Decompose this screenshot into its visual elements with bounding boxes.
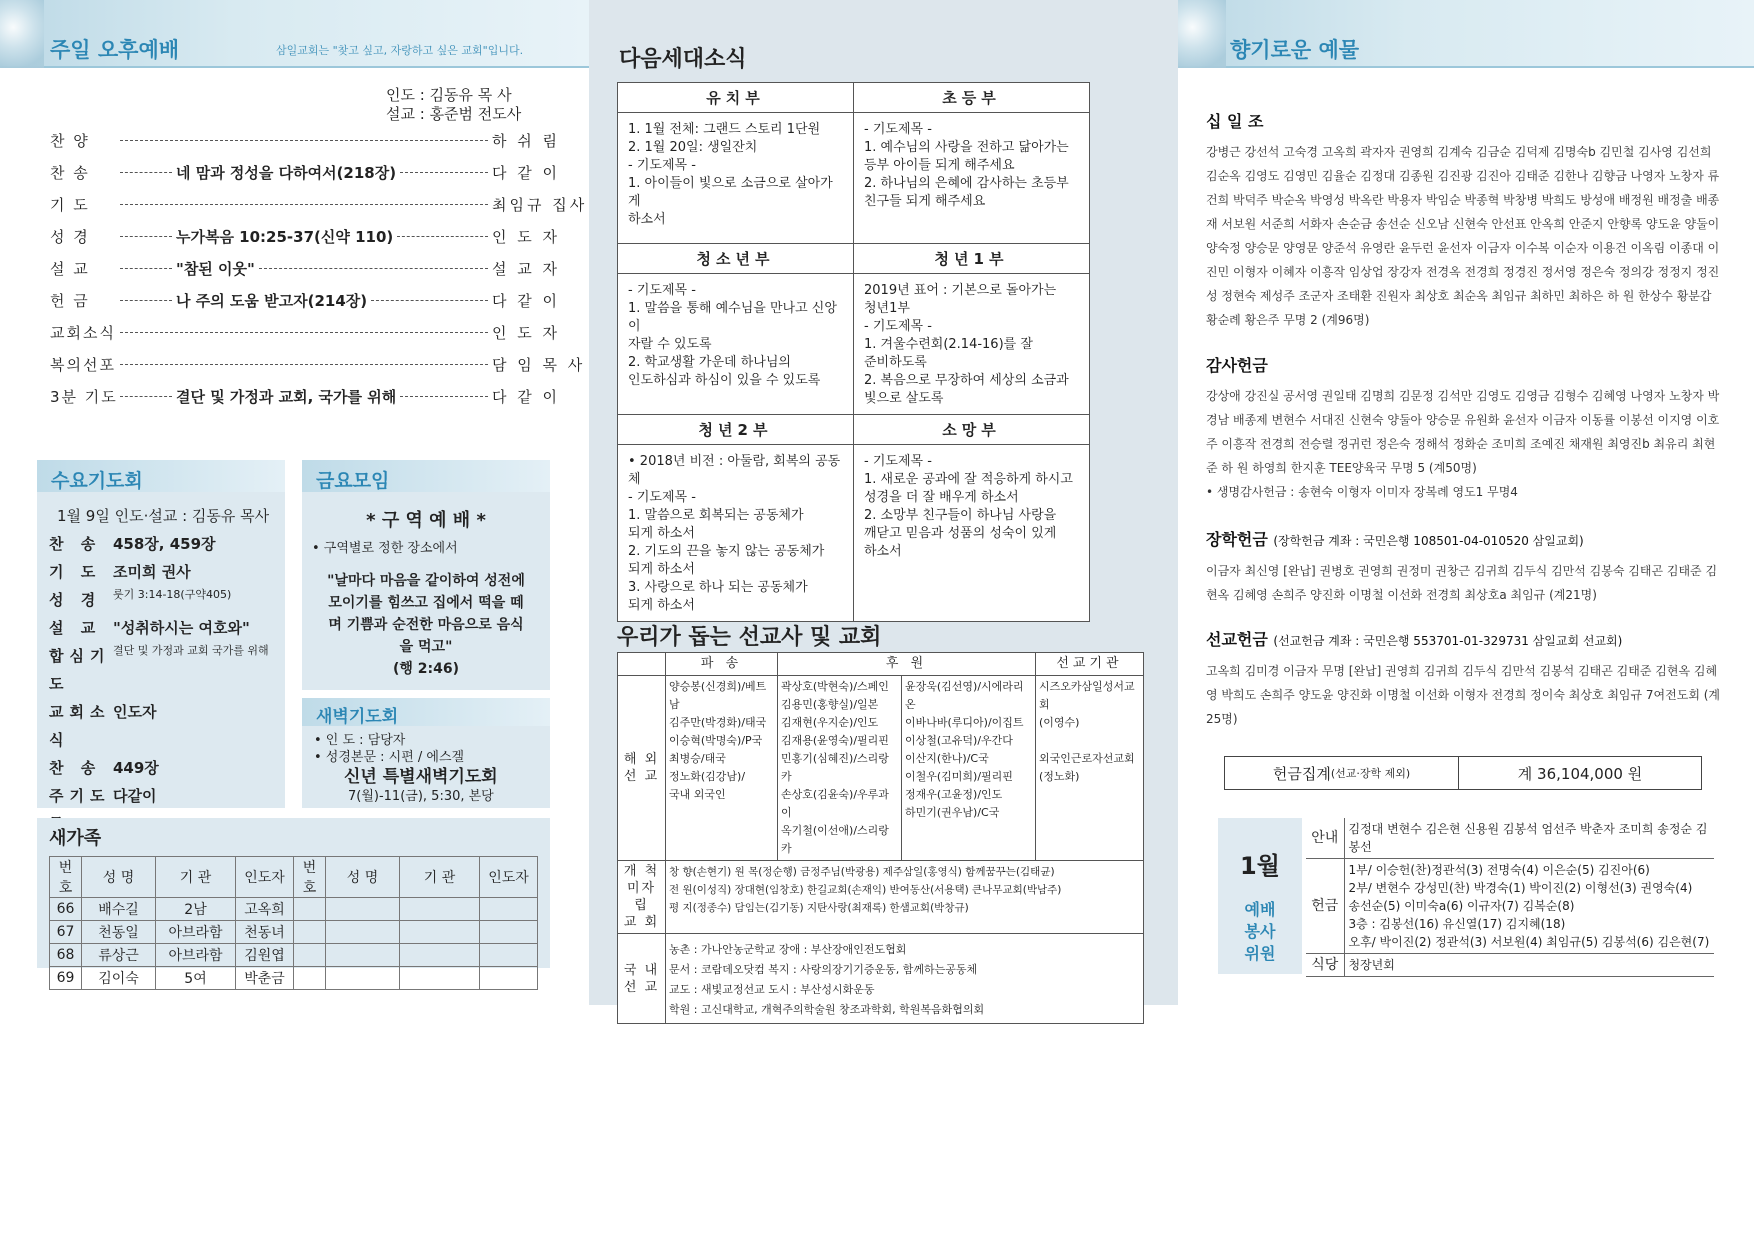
fri-sub: * 구 역 예 배 *	[366, 510, 486, 531]
mission-account: (선교헌금 계좌 : 국민은행 553701-01-329731 삼일교회 선교회)	[1273, 634, 1623, 648]
col-header: 기 관	[400, 857, 480, 898]
decorative-image	[1178, 0, 1226, 68]
dept-name: 청년2부	[618, 415, 854, 445]
wed-value: "성취하시는 여호와"	[113, 619, 250, 637]
panel-next-generation	[589, 0, 1178, 1016]
table-row	[50, 944, 538, 967]
table-cell	[326, 967, 400, 990]
order-row	[50, 252, 561, 284]
col-send: 파 송	[666, 653, 778, 676]
domestic-label: 국 내 선 교	[618, 934, 666, 1024]
wed-value: 조미희 권사	[113, 563, 191, 581]
dash-line	[120, 300, 172, 301]
order-person: 담 임 목 사	[492, 355, 586, 374]
order-row	[50, 316, 561, 348]
col-header: 성 명	[82, 857, 156, 898]
volunteer-names: 청장년회	[1344, 954, 1714, 977]
overseas-send: 양승봉(신경희)/베트남 김주만(박경화)/태국 이승혁(박명숙)/P국 최병승/태국 정노화(김강남)/ 국내 외국인	[666, 676, 778, 861]
order-content: 누가복음 10:25-37(신약 110)	[176, 227, 394, 246]
new-family-table	[49, 856, 538, 990]
thanks-note: • 생명감사헌금 : 송현숙 이형자 이미자 장복례 영도1 무명4	[1206, 485, 1518, 499]
table-cell: 천동일	[82, 921, 156, 944]
header-band	[0, 0, 589, 68]
wed-row	[49, 642, 285, 698]
order-row	[50, 348, 586, 380]
dept-header-row	[618, 244, 1090, 274]
order-leader-line	[116, 204, 492, 205]
pioneer-churches: 창 향(손현기) 원 목(정순행) 금정주님(박광용) 제주삼일(홍영식) 함께꿈꾸는(김태균) 전 원(이성직) 장대현(임창호) 한길교회(손재익) 반여동산(서용택) 큰나무교회(박남주) 평 지(정종수) 담임는(김기동) 지탄사랑(최재록) 한샘교회(박창규)	[666, 861, 1144, 934]
section-title: 향기로운 예물	[1230, 38, 1360, 62]
dept-header-row	[618, 83, 1090, 113]
departments-table	[617, 82, 1090, 622]
dash-line	[400, 396, 488, 397]
order-content: 나 주의 도움 받고자(214장)	[176, 291, 368, 310]
table-cell	[400, 944, 480, 967]
table-cell	[480, 967, 538, 990]
wed-value: 룻기 3:14-18(구약405)	[113, 588, 232, 601]
dept-name: 청년1부	[854, 244, 1090, 274]
table-cell: 66	[50, 898, 82, 921]
wed-value: 449장	[113, 759, 159, 777]
table-cell	[294, 967, 326, 990]
dash-line	[120, 332, 488, 333]
mission-names: 고옥희 김미경 이금자 무명 [완납] 권영희 김귀희 김두식 김만석 김봉석 김태곤 김태준 김현옥 김혜영 박희도 손희주 양도윤 양진화 이명철 이선화 이형자 전경희 정이숙 최상호 최임규 7여전도회 (계25명)	[1206, 664, 1720, 726]
wed-value: 458장, 459장	[113, 535, 216, 553]
scholarship-section	[1206, 528, 1726, 607]
order-leader-line	[116, 162, 492, 183]
volunteer-row	[1306, 954, 1714, 977]
scholar-account: (장학헌금 계좌 : 국민은행 108501-04-010520 삼일교회)	[1273, 534, 1584, 548]
wed-item: 설 교	[49, 619, 102, 637]
overseas-org: 시즈오카삼일성서교회 (이영수) 외국인근로자선교회 (정노화)	[1036, 676, 1144, 861]
table-cell	[480, 921, 538, 944]
tithe-title: 십 일 조	[1206, 112, 1264, 131]
col-header: 번호	[50, 857, 82, 898]
table-cell: 68	[50, 944, 82, 967]
table-cell	[400, 921, 480, 944]
preacher-line: 설교 : 홍준범 전도사	[386, 105, 522, 123]
table-cell: 박춘금	[236, 967, 294, 990]
order-content: "참된 이웃"	[176, 259, 255, 278]
dash-line	[120, 268, 172, 269]
table-cell	[294, 921, 326, 944]
volunteer-names: 김정대 변현수 김은현 신용원 김봉석 엄선주 박춘자 조미희 송정순 김봉선	[1344, 818, 1714, 859]
table-cell: 67	[50, 921, 82, 944]
order-person: 다 같 이	[492, 291, 561, 310]
order-person: 설 교 자	[492, 259, 561, 278]
offering-total-box	[1224, 756, 1702, 790]
table-cell: 천동녀	[236, 921, 294, 944]
mission-title: 우리가 돕는 선교사 및 교회	[617, 625, 882, 650]
thanks-title: 감사헌금	[1206, 356, 1268, 375]
table-cell: 2남	[156, 898, 236, 921]
table-cell: 아브라함	[156, 944, 236, 967]
order-item: 찬 송	[50, 163, 90, 182]
order-leader-line	[116, 386, 492, 407]
dept-news: - 기도제목 - 1. 새로운 공과에 잘 적응하게 하시고 성경을 더 잘 배우게 하소서 2. 소망부 친구들이 하나님 사랑을 깨닫고 믿음과 성품의 성숙이 있게 하소서	[854, 445, 1090, 622]
table-cell	[480, 898, 538, 921]
fri-ref: (행 2:46)	[392, 661, 460, 677]
volunteer-role: 헌금	[1306, 859, 1344, 954]
order-person: 다 같 이	[492, 163, 561, 182]
dept-name: 초등부	[854, 83, 1090, 113]
dash-line	[120, 204, 488, 205]
dawn-leader: • 인 도 : 담당자	[314, 733, 406, 748]
table-cell: 류상근	[82, 944, 156, 967]
order-row	[50, 124, 561, 156]
friday-meeting-box	[302, 460, 550, 690]
dept-name: 유치부	[618, 83, 854, 113]
dash-line	[120, 396, 172, 397]
table-cell: 고옥희	[236, 898, 294, 921]
box-title: 새가족	[49, 828, 102, 849]
cash-note: (선교·장학 제외)	[1330, 767, 1411, 780]
domestic-missions: 농촌 : 가나안농군학교 장애 : 부산장애인전도협회 문서 : 코람데오닷컴 복지 : 사랑의장기기증운동, 함께하는공동체 교도 : 새빛교정선교 도시 : 부산성시화운동 학원 : 고신대학교, 개혁주의학술원 창조과학회, 학원복음화협의회	[666, 934, 1144, 1024]
scholar-names: 이금자 최신영 [완납] 권병호 권영희 권정미 권창근 김귀희 김두식 김만석 김봉숙 김태곤 김태준 김현옥 김혜영 손희주 양진화 이명철 이선화 전경희 최상호a 최임규 (계21명)	[1206, 564, 1718, 602]
missions-table	[617, 652, 1144, 1024]
scholar-title: 장학헌금	[1206, 530, 1268, 549]
volunteers-label	[1218, 818, 1302, 974]
col-header: 기 관	[156, 857, 236, 898]
overseas-support-1: 곽상호(박현숙)/스페인 김용민(홍향실)/일본 김재현(우지순)/인도 김재용(윤영숙)/필리핀 민홍기(심혜진)/스리랑카 손상호(김윤숙)/우루과이 옥기철(이선애)/스리랑카	[778, 676, 902, 861]
wed-item: 합심기도	[49, 647, 111, 693]
dept-news: 2019년 표어 : 기본으로 돌아가는 청년1부 - 기도제목 - 1. 겨울수련회(2.14-16)를 잘 준비하도록 2. 복음으로 무장하여 세상의 소금과 빛으로 살도록	[854, 274, 1090, 415]
dash-line	[120, 364, 488, 365]
dept-name: 청소년부	[618, 244, 854, 274]
section-title: 다음세대소식	[619, 47, 747, 72]
order-person: 인 도 자	[492, 323, 561, 342]
order-leader-line	[116, 140, 492, 141]
dawn-special: 신년 특별새벽기도회	[344, 767, 498, 787]
table-cell: 김원엽	[236, 944, 294, 967]
table-cell: 아브라함	[156, 921, 236, 944]
worship-order	[50, 124, 588, 412]
wednesday-prayer-box	[37, 460, 285, 808]
col-header: 인도자	[236, 857, 294, 898]
dawn-schedule: 7(월)-11(금), 5:30, 본당	[348, 789, 494, 804]
order-person: 인 도 자	[492, 227, 561, 246]
dept-body-row	[618, 113, 1090, 244]
table-cell	[326, 921, 400, 944]
dash-line	[120, 140, 488, 141]
volunteer-row	[1306, 859, 1714, 954]
box-title: 금요모임	[302, 460, 550, 492]
fri-verse: "날마다 마음을 같이하여 성전에 모이기를 힘쓰고 집에서 떡을 떼며 기쁨과 순전한 마음으로 음식을 먹고"	[327, 573, 525, 655]
table-row	[50, 967, 538, 990]
wed-row	[49, 614, 285, 642]
order-item: 복의선포	[50, 355, 116, 374]
dawn-prayer-box	[302, 698, 550, 808]
mission-offering-title: 선교헌금	[1206, 630, 1268, 649]
decorative-image	[0, 0, 44, 68]
wed-item: 주기도	[49, 787, 111, 805]
order-person: 최임규 집사	[492, 195, 588, 214]
overseas-support-2: 윤장욱(김선영)/시에라리온 이바나바(루디아)/이집트 이상철(고유덕)/우간다 이산지(한나)/C국 이철우(김미희)/필리핀 정재우(고윤정)/인도 하민기(권우남)/C국	[902, 676, 1036, 861]
header-band	[1178, 0, 1754, 68]
table-cell	[294, 944, 326, 967]
wed-row	[49, 530, 285, 558]
new-family-box	[37, 818, 550, 987]
leader-line: 인도 : 김동유 목 사	[386, 86, 512, 104]
table-cell: 배수길	[82, 898, 156, 921]
volunteer-role: 식당	[1306, 954, 1344, 977]
table-cell: 5여	[156, 967, 236, 990]
wed-item: 교회소식	[49, 703, 111, 749]
table-cell	[326, 898, 400, 921]
order-item: 찬 양	[50, 131, 90, 150]
panel-afternoon-worship	[0, 0, 589, 1240]
dash-line	[120, 236, 172, 237]
table-cell	[400, 967, 480, 990]
volunteer-role: 안내	[1306, 818, 1344, 859]
wed-value: 다같이	[113, 787, 157, 805]
order-person: 하 쉬 림	[492, 131, 561, 150]
table-cell: 김이숙	[82, 967, 156, 990]
tithe-section	[1206, 110, 1726, 332]
order-item: 기 도	[50, 195, 90, 214]
thanks-names: 강상애 강진실 공서영 권일태 김명희 김문정 김석만 김영도 김영금 김형수 김혜영 나영자 노창자 박경남 배종제 변현수 서대진 신현숙 양둘아 양승문 유원화 윤선자 이금자 이동률 이봉선 이지영 이호주 이흥작 전경희 전승렬 정귀런 정은숙 정해석 정화순 조미희 조예진 채재원 최영진b 최유리 최현준 하 원 하영희 한지훈 TEE양육국 무명 5 (계50명)	[1206, 389, 1720, 475]
wed-row	[49, 586, 285, 614]
order-leader-line	[116, 332, 492, 333]
wed-row	[49, 698, 285, 754]
table-row	[50, 921, 538, 944]
col-header: 번호	[294, 857, 326, 898]
leaders	[386, 86, 521, 124]
order-row	[50, 188, 588, 220]
volunteer-row	[1306, 818, 1714, 859]
wed-item: 찬 송	[49, 759, 102, 777]
order-leader-line	[116, 258, 492, 279]
table-row	[50, 898, 538, 921]
order-item: 3분 기도	[50, 387, 118, 406]
fri-place: • 구역별로 정한 장소에서	[312, 541, 458, 556]
dash-line	[397, 236, 488, 237]
section-title: 주일 오후예배	[50, 38, 180, 62]
wed-item: 성 경	[49, 591, 102, 609]
dash-line	[120, 172, 172, 173]
table-cell	[400, 898, 480, 921]
thanks-section	[1206, 354, 1726, 504]
col-support: 후 원	[778, 653, 1036, 676]
cash-total: 계 36,104,000 원	[1517, 764, 1643, 783]
dash-line	[371, 300, 488, 301]
tithe-names: 강병근 강선석 고숙경 고옥희 곽자자 권영희 김계숙 김금순 김덕제 김명숙b 김민철 김사영 김선희 김순옥 김영도 김영민 김율순 김정대 김종원 김진광 김진아 김태준 김한나 김향금 나영자 노창자 류건희 박덕주 박순옥 박영성 박옥란 박용자 박임순 박종혁 박창병 박희도 방성애 배정원 배정출 배종재 서보원 서준희 서화자 손순금 송선순 신오남 신현숙 안선표 안옥희 안준지 안향록 양도윤 양둘이 양숙정 양승문 양영문 양준석 유영란 윤두런 윤선자 이금자 이수복 이순자 이용건 이옥림 이종대 이진민 이형자 이혜자 이흥작 임상업 장강자 전경옥 전경희 정경진 정서영 정은숙 정의강 정정지 정진성 정현숙 제성주 조군자 조태환 진원자 최상호 최순옥 최임규 최하민 최하은 하 원 한상수 황분갑 황순례 황은주 무명 2 (계96명)	[1206, 145, 1720, 327]
table-cell: 69	[50, 967, 82, 990]
cash-label: 헌금집계	[1272, 764, 1331, 783]
box-title: 새벽기도회	[302, 698, 550, 726]
wed-row	[49, 558, 285, 586]
order-row	[50, 156, 561, 188]
order-content: 네 맘과 정성을 다하여서(218장)	[176, 163, 397, 182]
volunteers-table	[1306, 818, 1714, 977]
dept-news: - 기도제목 - 1. 예수님의 사랑을 전하고 닮아가는 등부 아이들 되게 해주세요 2. 하나님의 은혜에 감사하는 초등부 친구들 되게 해주세요	[854, 113, 1090, 244]
order-row	[50, 220, 561, 252]
vol-title: 예배 봉사 위원	[1244, 900, 1276, 963]
table-cell	[480, 944, 538, 967]
table-cell	[326, 944, 400, 967]
order-item: 교회소식	[50, 323, 116, 342]
box-title: 수요기도회	[37, 460, 285, 492]
panel-offerings	[1178, 0, 1754, 1240]
overseas-label: 해 외 선 교	[618, 676, 666, 861]
order-leader-line	[116, 290, 492, 311]
order-item: 헌 금	[50, 291, 90, 310]
vol-month: 1월	[1240, 852, 1280, 880]
wed-value: 결단 및 가정과 교회 국가를 위해	[113, 644, 269, 657]
col-header: 성 명	[326, 857, 400, 898]
pioneer-label: 개 척 미자립 교 회	[618, 861, 666, 934]
volunteer-names: 1부/ 이승헌(찬)정관석(3) 전명숙(4) 이은순(5) 김진아(6) 2부/ 변현수 강성민(찬) 박경숙(1) 박이진(2) 이형선(3) 권영숙(4) 송선순(5) 이미숙a(6) 이규자(7) 김복순(8) 3층 : 김봉선(16) 유신열(17) 김지혜(18) 오후/ 박이진(2) 정관석(3) 서보원(4) 최임규(5) 김봉석(6) 김은현(7)	[1344, 859, 1714, 954]
order-content: 결단 및 가정과 교회, 국가를 위해	[176, 387, 397, 406]
wed-item: 찬 송	[49, 535, 102, 553]
dawn-text: • 성경본문 : 시편 / 에스겔	[314, 750, 465, 765]
order-leader-line	[116, 226, 492, 247]
order-item: 성 경	[50, 227, 90, 246]
church-slogan: 삼일교회는 "찾고 싶고, 자랑하고 싶은 교회"입니다.	[276, 44, 524, 57]
dept-name: 소망부	[854, 415, 1090, 445]
col-header: 인도자	[480, 857, 538, 898]
order-row	[50, 284, 561, 316]
order-person: 다 같 이	[492, 387, 561, 406]
mission-offering-section	[1206, 628, 1726, 731]
dept-header-row	[618, 415, 1090, 445]
wed-value: 인도자	[113, 703, 157, 721]
dept-news: 1. 1월 전체: 그랜드 스토리 1단원 2. 1월 20일: 생일잔치 - 기도제목 - 1. 아이들이 빛으로 소금으로 살아가게 하소서	[618, 113, 854, 244]
wed-date-line: 1월 9일 인도·설교 : 김동유 목사	[57, 507, 270, 525]
table-cell	[294, 898, 326, 921]
dept-body-row	[618, 445, 1090, 622]
dept-news: - 기도제목 - 1. 말씀을 통해 예수님을 만나고 신앙이 자랄 수 있도록 2. 학교생활 가운데 하나님의 인도하심과 하심이 있을 수 있도록	[618, 274, 854, 415]
order-row	[50, 380, 561, 412]
wed-row	[49, 754, 285, 782]
wed-item: 기 도	[49, 563, 102, 581]
dept-news: • 2018년 비전 : 아둘람, 회복의 공동체 - 기도제목 - 1. 말씀으로 회복되는 공동체가 되게 하소서 2. 기도의 끈을 놓지 않는 공동체가 되게 하소서 3. 사랑으로 하나 되는 공동체가 되게 하소서	[618, 445, 854, 622]
dept-body-row	[618, 274, 1090, 415]
col-org: 선교기관	[1036, 653, 1144, 676]
order-leader-line	[116, 364, 492, 365]
order-item: 설 교	[50, 259, 90, 278]
dash-line	[400, 172, 488, 173]
dash-line	[259, 268, 488, 269]
